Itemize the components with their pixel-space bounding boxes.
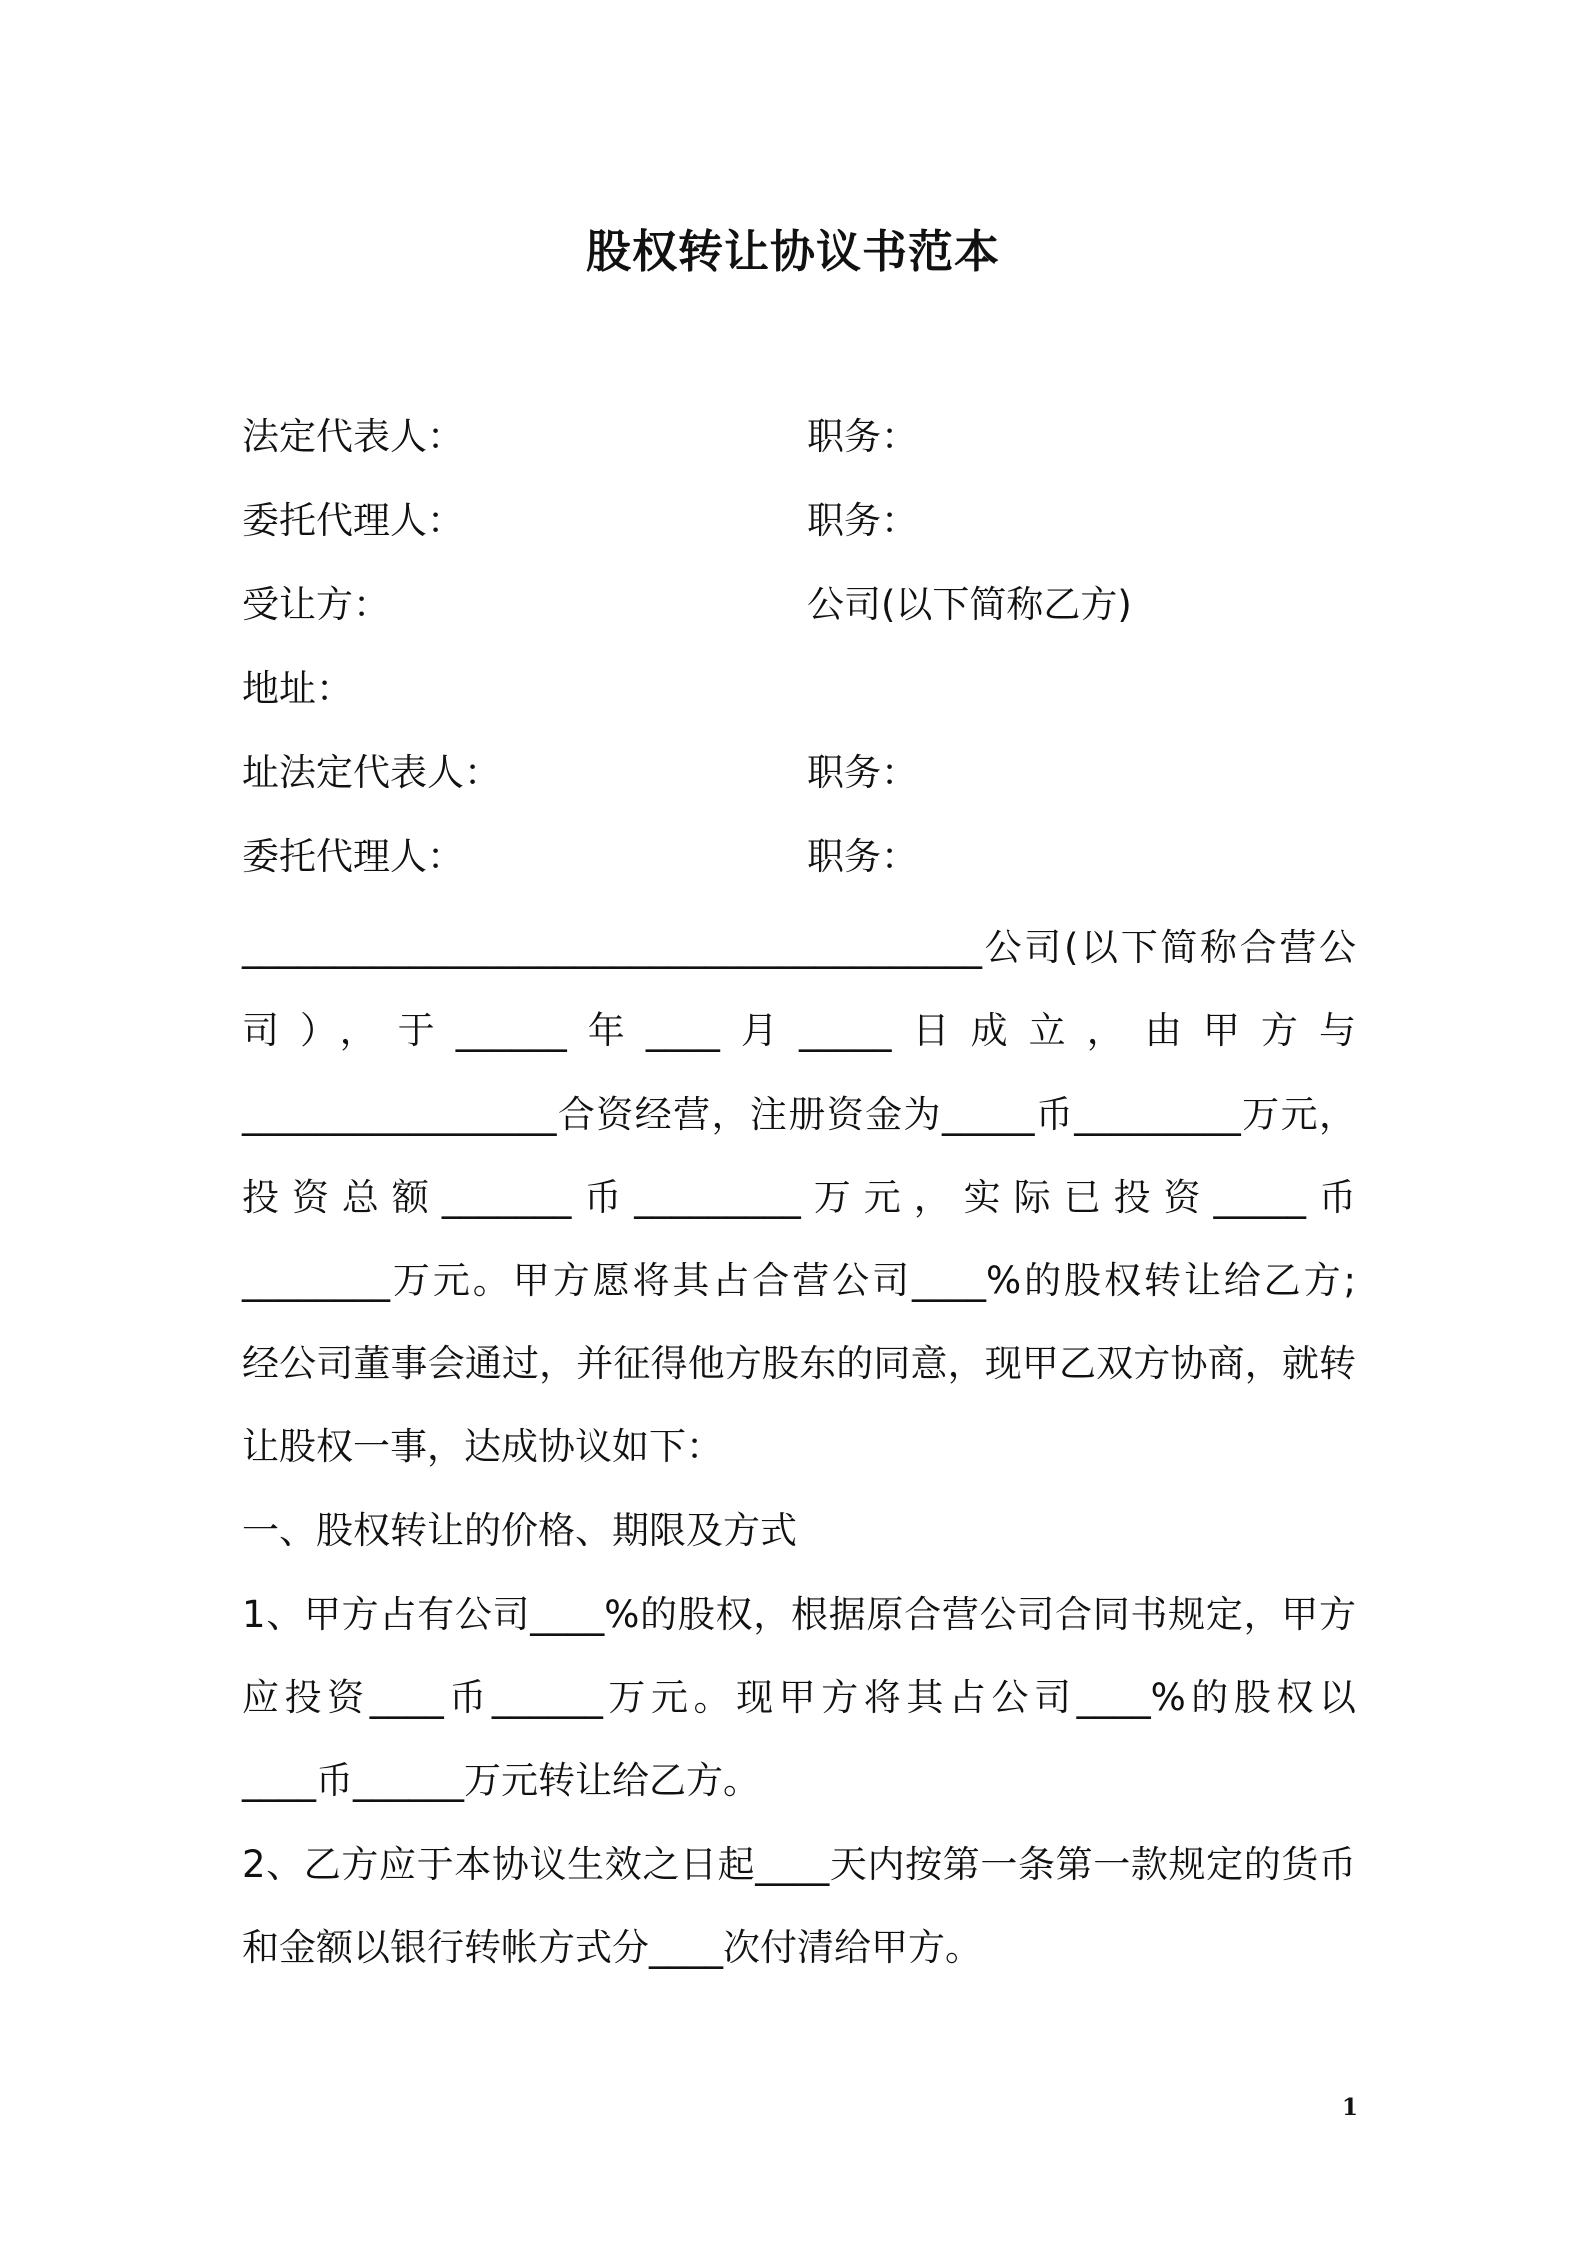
field-transferee-company-label: 公司(以下简称乙方): [807, 583, 1132, 626]
field-address-label: 地址：: [242, 667, 353, 710]
section-heading: 一、股权转让的价格、期限及方式: [242, 1509, 797, 1552]
body-line: 司），于______年____月_____日成立，由甲方与: [242, 1009, 1356, 1052]
page-number: 1: [1342, 2094, 1359, 2121]
clause-line: 和金额以银行转帐方式分____次付清给甲方。: [242, 1926, 982, 1969]
field-legal-rep-label: 址法定代表人：: [242, 751, 501, 794]
document-title: 股权转让协议书范本: [585, 225, 1000, 278]
body-line: _________________合资经营，注册资金为_____币_________万元，: [242, 1093, 1356, 1136]
field-agent-label: 委托代理人：: [242, 499, 464, 542]
field-position-label: 职务：: [807, 415, 918, 458]
clause-line: 1、甲方占有公司____%的股权，根据原合营公司合同书规定，甲方: [242, 1593, 1356, 1636]
field-transferee-label: 受让方：: [242, 583, 390, 626]
field-position-label: 职务：: [807, 835, 918, 878]
field-position-label: 职务：: [807, 499, 918, 542]
body-line: 投资总额_______币_________万元，实际已投资_____币: [242, 1176, 1356, 1219]
clause-line: 2、乙方应于本协议生效之日起____天内按第一条第一款规定的货币: [242, 1843, 1356, 1886]
field-position-label: 职务：: [807, 751, 918, 794]
body-line: ________________________________________公司(以下简称合营公: [242, 926, 1356, 969]
clause-line: ____币______万元转让给乙方。: [242, 1759, 760, 1802]
body-line: ________万元。甲方愿将其占合营公司____%的股权转让给乙方;: [242, 1259, 1356, 1302]
body-line: 让股权一事，达成协议如下：: [242, 1425, 723, 1468]
field-agent-label: 委托代理人：: [242, 835, 464, 878]
body-line: 经公司董事会通过，并征得他方股东的同意，现甲乙双方协商，就转: [242, 1342, 1356, 1385]
field-legal-rep-label: 法定代表人：: [242, 415, 464, 458]
clause-line: 应投资____币______万元。现甲方将其占公司____%的股权以: [242, 1676, 1356, 1719]
